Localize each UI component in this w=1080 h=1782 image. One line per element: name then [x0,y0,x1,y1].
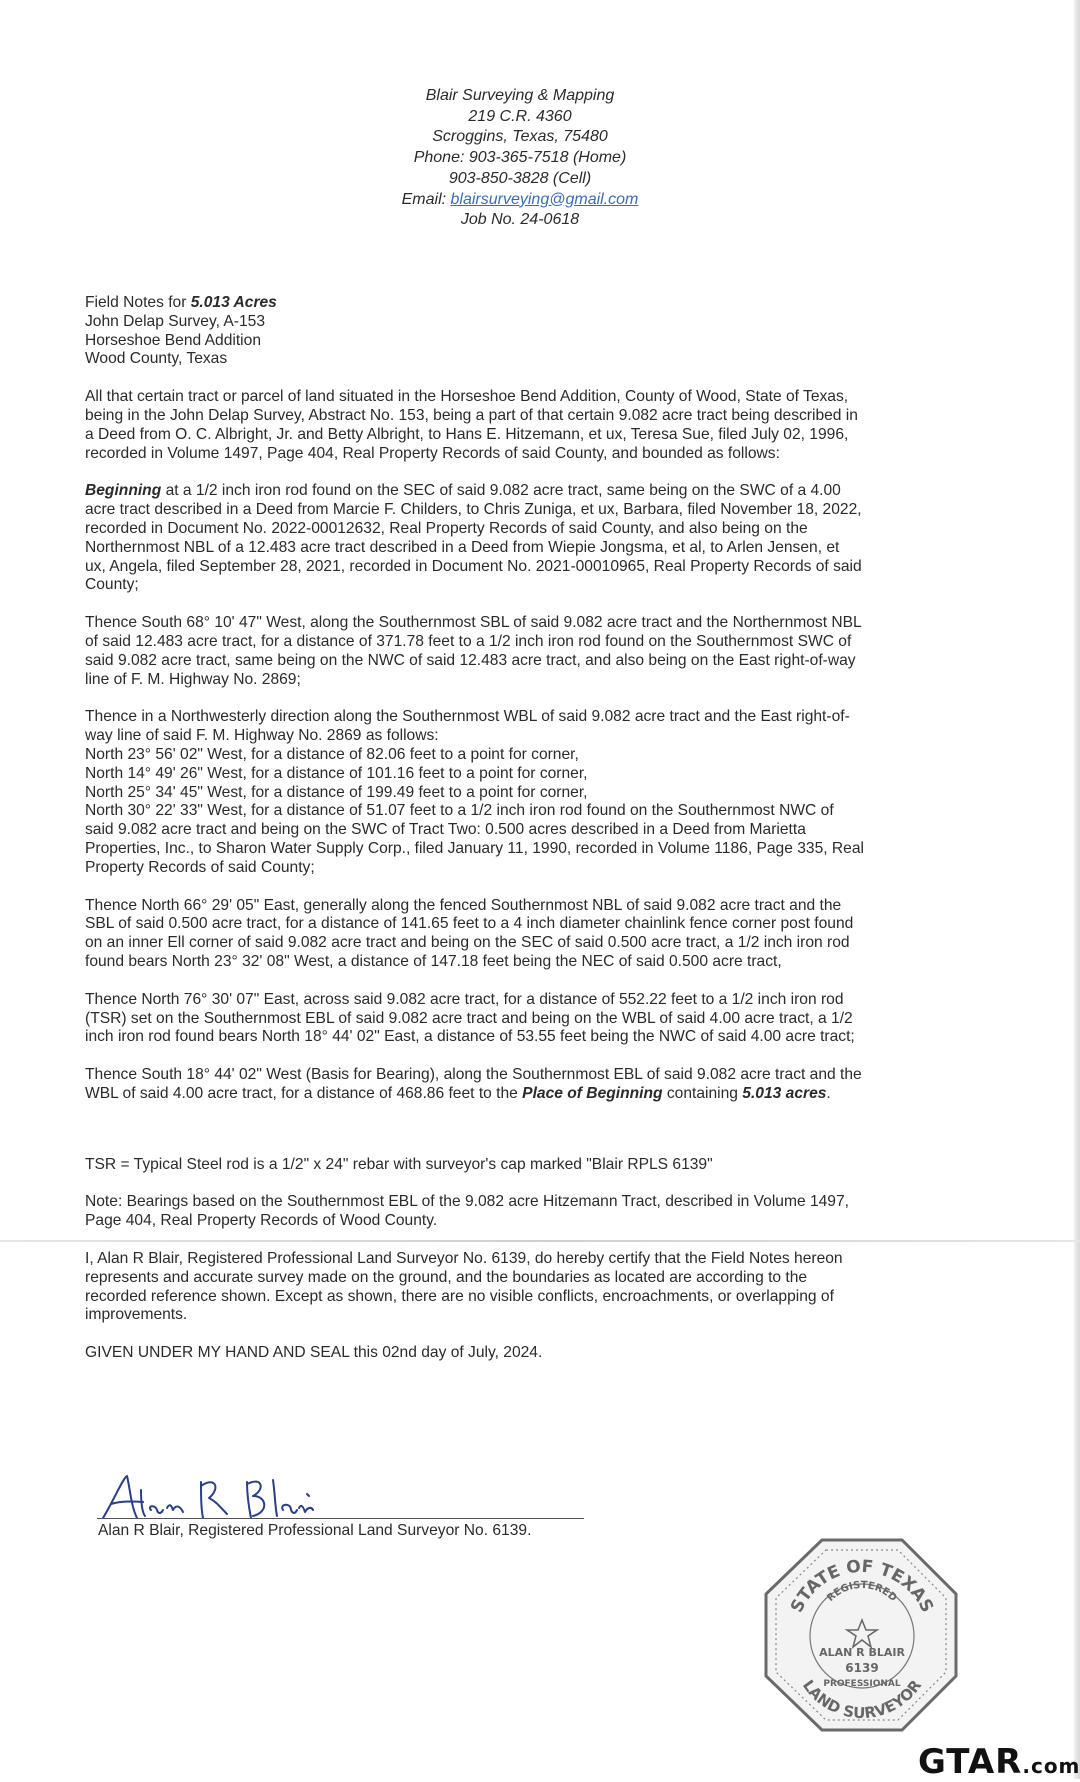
call-4-line: inch iron rod found bears North 18° 44' 02" East, a distance of 53.55 feet being the NWC of said 4.00 acre tract; [85,1028,855,1046]
seal-registered-text: REGISTERED [825,1579,899,1604]
call-1-line: of said 12.483 acre tract, for a distance of 371.78 feet to a 1/2 inch iron rod found on the Southernmost SWC of [85,632,852,650]
seal-land-surveyor-text: LAND SURVEYOR [798,1676,926,1723]
seal-professional-text: PROFESSIONAL [823,1679,901,1689]
call-2-line: North 30° 22' 33" West, for a distance of 51.07 feet to a 1/2 inch iron rod found on the Southernmost NWC of [85,802,834,820]
call-1-line: line of F. M. Highway No. 2869; [85,670,301,688]
note-line: Note: Bearings based on the Southernmost EBL of the 9.082 acre Hitzemann Tract, described in Volume 1497, [85,1193,849,1211]
call-2-line: Thence in a Northwesterly direction along the Southernmost WBL of said 9.082 acre tract and the East right-of- [85,708,850,726]
intro-line: being in the John Delap Survey, Abstract No. 153, being a part of that certain 9.082 acre tract being described in [85,406,858,424]
beginning-paragraph [85,482,980,595]
email-line [340,190,700,211]
call-4-line: Thence North 76° 30' 07" East, across said 9.082 acre tract, for a distance of 552.22 feet to a 1/2 inch iron rod [85,990,844,1008]
beginning-lead: Beginning [85,482,162,500]
call-2-line: North 25° 34' 45" West, for a distance of 199.49 feet to a point for corner, [85,783,588,801]
call-2-line: way line of said F. M. Highway No. 2869 as follows: [85,727,439,745]
beginning-line: ux, Angela, filed September 28, 2021, recorded in Document No. 2021-00010965, Real Property Records of said [85,557,862,575]
bearing-note [85,1193,980,1231]
beginning-line [85,482,980,501]
seal-number-text: 6139 [845,1661,879,1675]
phone-home: Phone: 903-365-7518 (Home) [413,149,627,167]
call-5-end: . [826,1084,831,1102]
field-notes-header [85,294,980,369]
certification-line: I, Alan R Blair, Registered Professional Land Surveyor No. 6139, do hereby certify that the Field Notes hereon [85,1250,843,1268]
watermark-suffix: .com [1022,1754,1080,1778]
signature-line [97,1518,584,1519]
place-of-beginning: Place of Beginning [522,1084,663,1102]
certification-line: represents and accurate survey made on the ground, and the boundaries as located are according to the [85,1268,808,1286]
survey-line: John Delap Survey, A-153 [85,312,266,330]
call-1-line: said 9.082 acre tract, same being on the NWC of said 12.483 acre tract, and also being on the East right-of-way [85,651,856,669]
call-2-line: Properties, Inc., to Sharon Water Supply Corp., filed January 11, 1990, recorded in Volume 1186, Page 335, Real [85,839,864,857]
signature-caption: Alan R Blair, Registered Professional Land Surveyor No. 6139. [98,1522,532,1539]
gtar-watermark [918,1742,1080,1782]
call-1-paragraph [85,614,980,689]
addition-line: Horseshoe Bend Addition [85,331,261,349]
title-line [85,294,980,313]
certification-paragraph [85,1250,980,1325]
intro-line: recorded in Volume 1497, Page 404, Real Property Records of said County, and bounded as follows: [85,444,780,462]
beginning-line: recorded in Document No. 2022-00012632, Real Property Records of said County, and also being on the [85,519,808,537]
company-name: Blair Surveying & Mapping [425,87,615,104]
county-line: Wood County, Texas [85,350,228,368]
call-2-paragraph [85,708,980,877]
email-link[interactable]: blairsurveying@gmail.com [450,190,639,208]
title-prefix: Field Notes for [85,294,191,311]
seal-state-text: STATE OF TEXAS [786,1556,938,1616]
call-3-line: found bears North 23° 32' 08" West, a distance of 147.18 feet being the NEC of said 0.500 acre tract, [85,952,782,970]
call-4-paragraph [85,991,980,1047]
certification-line: improvements. [85,1306,188,1324]
phone-cell: 903-850-3828 (Cell) [448,169,592,187]
call-5-line: Thence South 18° 44' 02" West (Basis for Bearing), along the Southernmost EBL of said 9.082 acre tract and the [85,1066,862,1084]
certification-line: recorded reference shown. Except as shown, there are no visible conflicts, encroachments, or overlapping of [85,1287,834,1305]
call-2-line: Property Records of said County; [85,858,315,876]
call-3-paragraph [85,897,980,972]
tsr-definition: TSR = Typical Steel rod is a 1/2" x 24" rebar with surveyor's cap marked "Blair RPLS 6139" [85,1155,713,1173]
call-5-containing: containing [662,1084,743,1102]
call-3-line: Thence North 66° 29' 05" East, generally along the fenced Southernmost NBL of said 9.082 acre tract and the [85,896,842,914]
call-3-line: SBL of said 0.500 acre tract, for a distance of 141.65 feet to a 4 inch diameter chainlink fence corner post found [85,915,854,933]
address-line-1: 219 C.R. 4360 [468,107,572,125]
beginning-line: County; [85,576,139,594]
call-2-line: North 14° 49' 26" West, for a distance of 101.16 feet to a point for corner, [85,764,588,782]
call-5-line [85,1085,980,1104]
intro-paragraph [85,388,980,463]
watermark-brand: GTAR [918,1742,1023,1782]
surveyor-seal [756,1530,966,1740]
job-number: Job No. 24-0618 [460,211,580,229]
beginning-line: acre tract described in a Deed from Marcie F. Childers, to Chris Zuniga, et ux, Barbara, filed November 18, 2022, [85,501,862,519]
beginning-first-rest: at a 1/2 inch iron rod found on the SEC of said 9.082 acre tract, same being on the SWC of a 4.00 [161,482,841,500]
page-edge [1074,0,1080,1779]
title-acres: 5.013 Acres [190,294,277,311]
note-line: Page 404, Real Property Records of Wood County. [85,1212,438,1230]
email-label: Email: [401,190,451,208]
given-statement: GIVEN UNDER MY HAND AND SEAL this 02nd day of July, 2024. [85,1344,543,1362]
call-3-line: on an inner Ell corner of said 9.082 acre tract and being on the SEC of said 0.500 acre tract, a 1/2 inch iron rod [85,934,850,952]
call-4-line: (TSR) set on the Southernmost EBL of said 9.082 acre tract and being on the WBL of said 4.00 acre tract, a 1/2 [85,1009,853,1027]
call-5-text: WBL of said 4.00 acre tract, for a distance of 468.86 feet to the [85,1084,523,1102]
beginning-line: Northernmost NBL of a 12.483 acre tract described in a Deed from Wiepie Jongsma, et al, to Arlen Jensen, et [85,538,840,556]
address-line-2: Scroggins, Texas, 75480 [432,128,608,146]
call-5-paragraph [85,1066,980,1104]
intro-line: All that certain tract or parcel of land situated in the Horseshoe Bend Addition, County of Wood, State of Texas, [85,388,849,406]
call-2-line: North 23° 56' 02" West, for a distance of 82.06 feet to a point for corner, [85,745,579,763]
letterhead [340,86,700,231]
call-2-line: said 9.082 acre tract and being on the SWC of Tract Two: 0.500 acres described in a Deed from Marietta [85,821,806,839]
call-1-line: Thence South 68° 10' 47" West, along the Southernmost SBL of said 9.082 acre tract and the Northernmost NBL [85,614,862,632]
total-acres: 5.013 acres [742,1084,827,1102]
intro-line: a Deed from O. C. Albright, Jr. and Betty Albright, to Hans E. Hitzemann, et ux, Teresa Sue, filed July 02, 1996, [85,425,849,443]
seal-name-text: ALAN R BLAIR [819,1646,905,1659]
document-body [85,294,980,1382]
